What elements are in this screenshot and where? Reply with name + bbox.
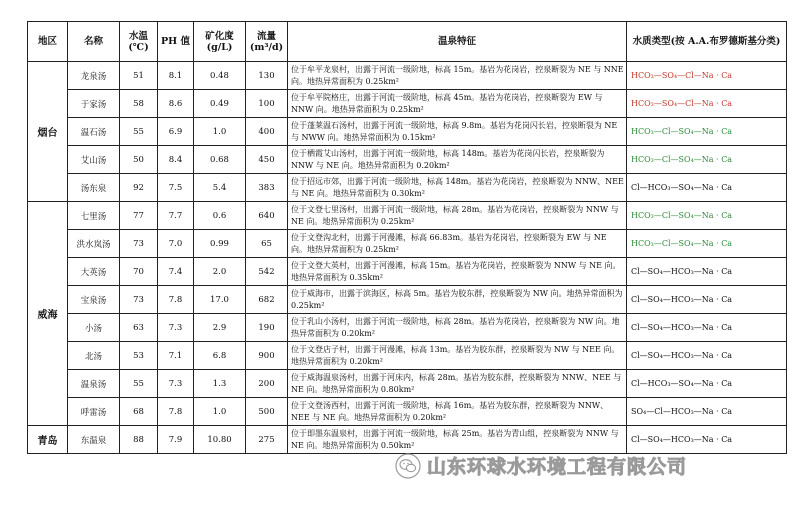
temp-cell: 68	[120, 398, 158, 426]
water-type-cell: HCO₃—Cl—SO₄—Na · Ca	[627, 146, 787, 174]
table-row	[28, 118, 787, 146]
ph-cell: 8.1	[158, 62, 194, 90]
spring-name-cell: 七里汤	[68, 202, 120, 230]
tds-cell: 0.49	[194, 90, 246, 118]
temp-cell: 88	[120, 426, 158, 454]
spring-name-cell: 大英汤	[68, 258, 120, 286]
water-type-cell: Cl—SO₄—HCO₃—Na · Ca	[627, 286, 787, 314]
ph-cell: 7.1	[158, 342, 194, 370]
water-type-cell: Cl—SO₄—HCO₃—Na · Ca	[627, 426, 787, 454]
water-type-cell: HCO₃—Cl—SO₄—Na · Ca	[627, 118, 787, 146]
temp-cell: 51	[120, 62, 158, 90]
tds-cell: 2.9	[194, 314, 246, 342]
flow-cell: 200	[246, 370, 288, 398]
table-body	[28, 62, 787, 454]
ph-cell: 7.3	[158, 314, 194, 342]
tds-cell: 1.0	[194, 398, 246, 426]
spring-name-cell: 温泉汤	[68, 370, 120, 398]
temp-cell: 55	[120, 370, 158, 398]
hot-spring-table	[27, 21, 787, 454]
tds-cell: 0.68	[194, 146, 246, 174]
spring-name-cell: 东温泉	[68, 426, 120, 454]
tds-cell: 2.0	[194, 258, 246, 286]
temp-cell: 58	[120, 90, 158, 118]
temp-cell: 73	[120, 230, 158, 258]
region-cell: 烟台	[28, 62, 68, 202]
water-type-cell: HCO₃—SO₄—Cl—Na · Ca	[627, 62, 787, 90]
water-type-cell: HCO₃—Cl—SO₄—Na · Ca	[627, 202, 787, 230]
flow-cell: 450	[246, 146, 288, 174]
table-row	[28, 174, 787, 202]
spring-name-cell: 北汤	[68, 342, 120, 370]
header-region: 地区	[28, 22, 68, 62]
header-feature: 温泉特征	[288, 22, 627, 62]
flow-cell: 100	[246, 90, 288, 118]
table-row	[28, 258, 787, 286]
flow-cell: 190	[246, 314, 288, 342]
table-row	[28, 370, 787, 398]
ph-cell: 8.6	[158, 90, 194, 118]
feature-cell: 位于牟平院格庄，出露于河流一级阶地，标高 45m。基岩为花岗岩，控泉断裂为 EW 与 NNW 向。地热异常面积为 0.25km²	[288, 90, 627, 118]
ph-cell: 7.0	[158, 230, 194, 258]
flow-cell: 640	[246, 202, 288, 230]
header-name: 名称	[68, 22, 120, 62]
feature-cell: 位于文登汤西村，出露于河流一级阶地，标高 16m。基岩为胶东群，控泉断裂为 NNW、NEE 与 NE 向。地热异常面积为 0.20km²	[288, 398, 627, 426]
tds-cell: 0.99	[194, 230, 246, 258]
temp-cell: 70	[120, 258, 158, 286]
ph-cell: 7.5	[158, 174, 194, 202]
feature-cell: 位于文登沟北村，出露于河漫滩，标高 66.83m。基岩为花岗岩，控泉断裂为 EW 与 NE 向。地热异常面积为 0.25km²	[288, 230, 627, 258]
temp-cell: 77	[120, 202, 158, 230]
wechat-icon	[395, 453, 421, 479]
spring-name-cell: 艾山汤	[68, 146, 120, 174]
tds-cell: 10.80	[194, 426, 246, 454]
feature-cell: 位于乳山小汤村，出露于河流一级阶地，标高 28m。基岩为花岗岩，控泉断裂为 NW 向。地热异常面积为 0.20km²	[288, 314, 627, 342]
spring-name-cell: 洪水岚汤	[68, 230, 120, 258]
temp-cell: 92	[120, 174, 158, 202]
feature-cell: 位于蓬莱温石汤村，出露于河流一级阶地，标高 9.8m。基岩为花岗闪长岩，控泉断裂为 NE 与 NWW 向。地热异常面积为 0.15km²	[288, 118, 627, 146]
header-temp: 水温(℃)	[120, 22, 158, 62]
flow-cell: 275	[246, 426, 288, 454]
spring-name-cell: 温石汤	[68, 118, 120, 146]
temp-cell: 50	[120, 146, 158, 174]
flow-cell: 65	[246, 230, 288, 258]
header-row	[28, 22, 787, 62]
feature-cell: 位于招远市郊，出露于河流一级阶地，标高 148m。基岩为花岗岩，控泉断裂为 NNW、NEE 与 NE 向。地热异常面积为 0.30km²	[288, 174, 627, 202]
water-type-cell: SO₄—Cl—HCO₃—Na · Ca	[627, 398, 787, 426]
feature-cell: 位于文登店子村，出露于河漫滩，标高 13m。基岩为胶东群，控泉断裂为 NW 与 NEE 向。地热异常面积为 0.20km²	[288, 342, 627, 370]
header-flow: 流量(m³/d)	[246, 22, 288, 62]
table-row	[28, 146, 787, 174]
feature-cell: 位于牟平龙泉村，出露于河流一级阶地，标高 15m。基岩为花岗岩，控泉断裂为 NE 与 NNE 向。地热异常面积为 0.25km²	[288, 62, 627, 90]
water-type-cell: Cl—SO₄—HCO₃—Na · Ca	[627, 342, 787, 370]
region-cell: 威海	[28, 202, 68, 426]
flow-cell: 400	[246, 118, 288, 146]
spring-name-cell: 于家汤	[68, 90, 120, 118]
table-row	[28, 202, 787, 230]
spring-name-cell: 龙泉汤	[68, 62, 120, 90]
feature-cell: 位于文登七里汤村，出露于河流一级阶地，标高 28m。基岩为花岗岩，控泉断裂为 NNW 与 NE 向。地热异常面积为 0.25km²	[288, 202, 627, 230]
tds-cell: 17.0	[194, 286, 246, 314]
water-type-cell: Cl—HCO₃—SO₄—Na · Ca	[627, 174, 787, 202]
table-row	[28, 286, 787, 314]
spring-name-cell: 小汤	[68, 314, 120, 342]
water-type-cell: HCO₃—SO₄—Cl—Na · Ca	[627, 90, 787, 118]
header-ph: PH 值	[158, 22, 194, 62]
temp-cell: 55	[120, 118, 158, 146]
table-row	[28, 342, 787, 370]
temp-cell: 63	[120, 314, 158, 342]
table-row	[28, 230, 787, 258]
spring-name-cell: 宝泉汤	[68, 286, 120, 314]
header-water-type: 水质类型(按 A.A.布罗德斯基分类)	[627, 22, 787, 62]
flow-cell: 682	[246, 286, 288, 314]
ph-cell: 7.8	[158, 398, 194, 426]
tds-cell: 0.48	[194, 62, 246, 90]
table-row	[28, 62, 787, 90]
table-row	[28, 314, 787, 342]
water-type-cell: Cl—SO₄—HCO₃—Na · Ca	[627, 258, 787, 286]
feature-cell: 位于文登大英村，出露于河漫滩，标高 15m。基岩为花岗岩，控泉断裂为 NNW 与 NE 向。地热异常面积为 0.35km²	[288, 258, 627, 286]
feature-cell: 位于即墨东温泉村，出露于河流一级阶地，标高 25m。基岩为青山组，控泉断裂为 NNW 与 NE 向。地热异常面积为 0.50km²	[288, 426, 627, 454]
tds-cell: 1.3	[194, 370, 246, 398]
flow-cell: 500	[246, 398, 288, 426]
ph-cell: 7.8	[158, 286, 194, 314]
feature-cell: 位于威海市，出露于滨海区，标高 5m。基岩为胶东群，控泉断裂为 NW 向。地热异常面积为 0.25km²	[288, 286, 627, 314]
water-type-cell: HCO₃—Cl—SO₄—Na · Ca	[627, 230, 787, 258]
watermark-text: 山东环球水环境工程有限公司	[427, 456, 688, 478]
flow-cell: 383	[246, 174, 288, 202]
ph-cell: 8.4	[158, 146, 194, 174]
ph-cell: 7.4	[158, 258, 194, 286]
tds-cell: 5.4	[194, 174, 246, 202]
ph-cell: 7.9	[158, 426, 194, 454]
table-row	[28, 90, 787, 118]
feature-cell: 位于威海温泉汤村，出露于河床内，标高 28m。基岩为胶东群，控泉断裂为 NNW、NEE 与 NE 向。地热异常面积为 0.80km²	[288, 370, 627, 398]
tds-cell: 1.0	[194, 118, 246, 146]
flow-cell: 542	[246, 258, 288, 286]
flow-cell: 900	[246, 342, 288, 370]
spring-name-cell: 呼雷汤	[68, 398, 120, 426]
tds-cell: 6.8	[194, 342, 246, 370]
table-row	[28, 398, 787, 426]
region-cell: 青岛	[28, 426, 68, 454]
spring-name-cell: 汤东泉	[68, 174, 120, 202]
feature-cell: 位于栖霞艾山汤村，出露于河流一级阶地，标高 148m。基岩为花岗闪长岩，控泉断裂为 NNW 与 NE 向。地热异常面积为 0.20km²	[288, 146, 627, 174]
ph-cell: 7.3	[158, 370, 194, 398]
company-watermark	[395, 452, 687, 479]
temp-cell: 53	[120, 342, 158, 370]
header-tds: 矿化度(g/L)	[194, 22, 246, 62]
tds-cell: 0.6	[194, 202, 246, 230]
table-row	[28, 426, 787, 454]
flow-cell: 130	[246, 62, 288, 90]
ph-cell: 7.7	[158, 202, 194, 230]
temp-cell: 73	[120, 286, 158, 314]
water-type-cell: Cl—SO₄—HCO₃—Na · Ca	[627, 314, 787, 342]
ph-cell: 6.9	[158, 118, 194, 146]
water-type-cell: Cl—HCO₃—SO₄—Na · Ca	[627, 370, 787, 398]
